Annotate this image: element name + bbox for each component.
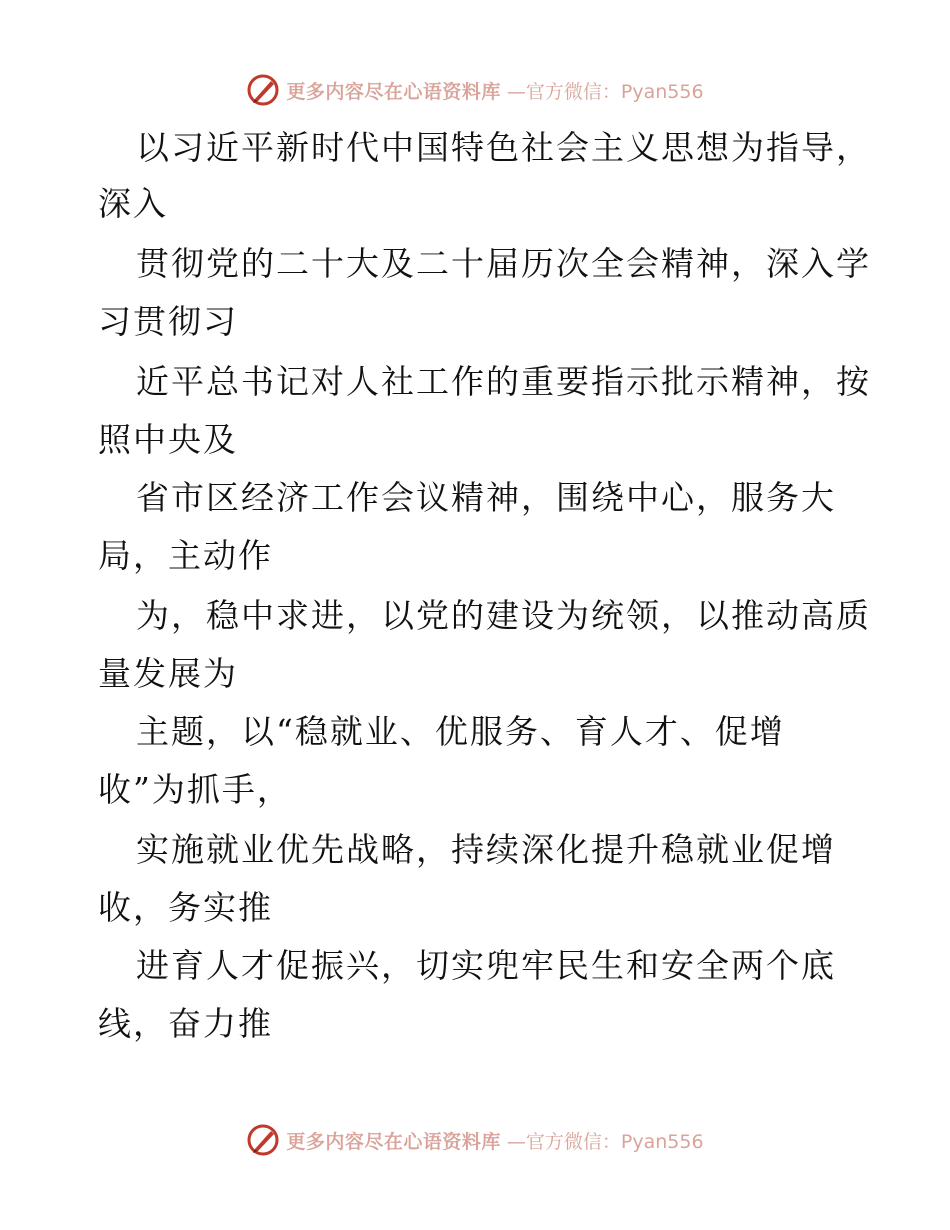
- watermark-wechat-text: —官方微信：Pyan556: [506, 1130, 704, 1153]
- body-line: 以习近平新时代中国特色社会主义思想为指导，: [136, 128, 871, 167]
- watermark-main-text: 更多内容尽在心语资料库: [286, 80, 501, 103]
- watermark-main-text: 更多内容尽在心语资料库: [286, 1130, 501, 1153]
- body-line: 照中央及: [98, 420, 238, 459]
- pen-seal-icon: [246, 1123, 280, 1157]
- watermark-wechat-text: —官方微信：Pyan556: [506, 80, 704, 103]
- header-watermark-banner: [0, 70, 950, 110]
- body-line: 主题，以“稳就业、优服务、育人才、促增: [136, 712, 785, 751]
- body-line: 线，奋力推: [98, 1004, 273, 1043]
- body-line: 习贯彻习: [98, 302, 238, 341]
- body-line: 收”为抓手，: [98, 770, 292, 809]
- body-line: 深入: [98, 184, 168, 223]
- body-line: 实施就业优先战略，持续深化提升稳就业促增: [136, 830, 836, 869]
- body-line: 为，稳中求进，以党的建设为统领，以推动高质: [136, 596, 871, 635]
- body-line: 贯彻党的二十大及二十届历次全会精神，深入学: [136, 244, 871, 283]
- body-line: 量发展为: [98, 654, 238, 693]
- body-line: 省市区经济工作会议精神，围绕中心，服务大: [136, 478, 836, 517]
- body-line: 局，主动作: [98, 536, 273, 575]
- header-watermark: [246, 73, 703, 107]
- pen-seal-icon: [246, 73, 280, 107]
- body-line: 近平总书记对人社工作的重要指示批示精神，按: [136, 362, 871, 401]
- footer-watermark-banner: [0, 1120, 950, 1160]
- body-line: 收，务实推: [98, 888, 273, 927]
- footer-watermark: [246, 1123, 703, 1157]
- body-line: 进育人才促振兴，切实兜牢民生和安全两个底: [136, 946, 836, 985]
